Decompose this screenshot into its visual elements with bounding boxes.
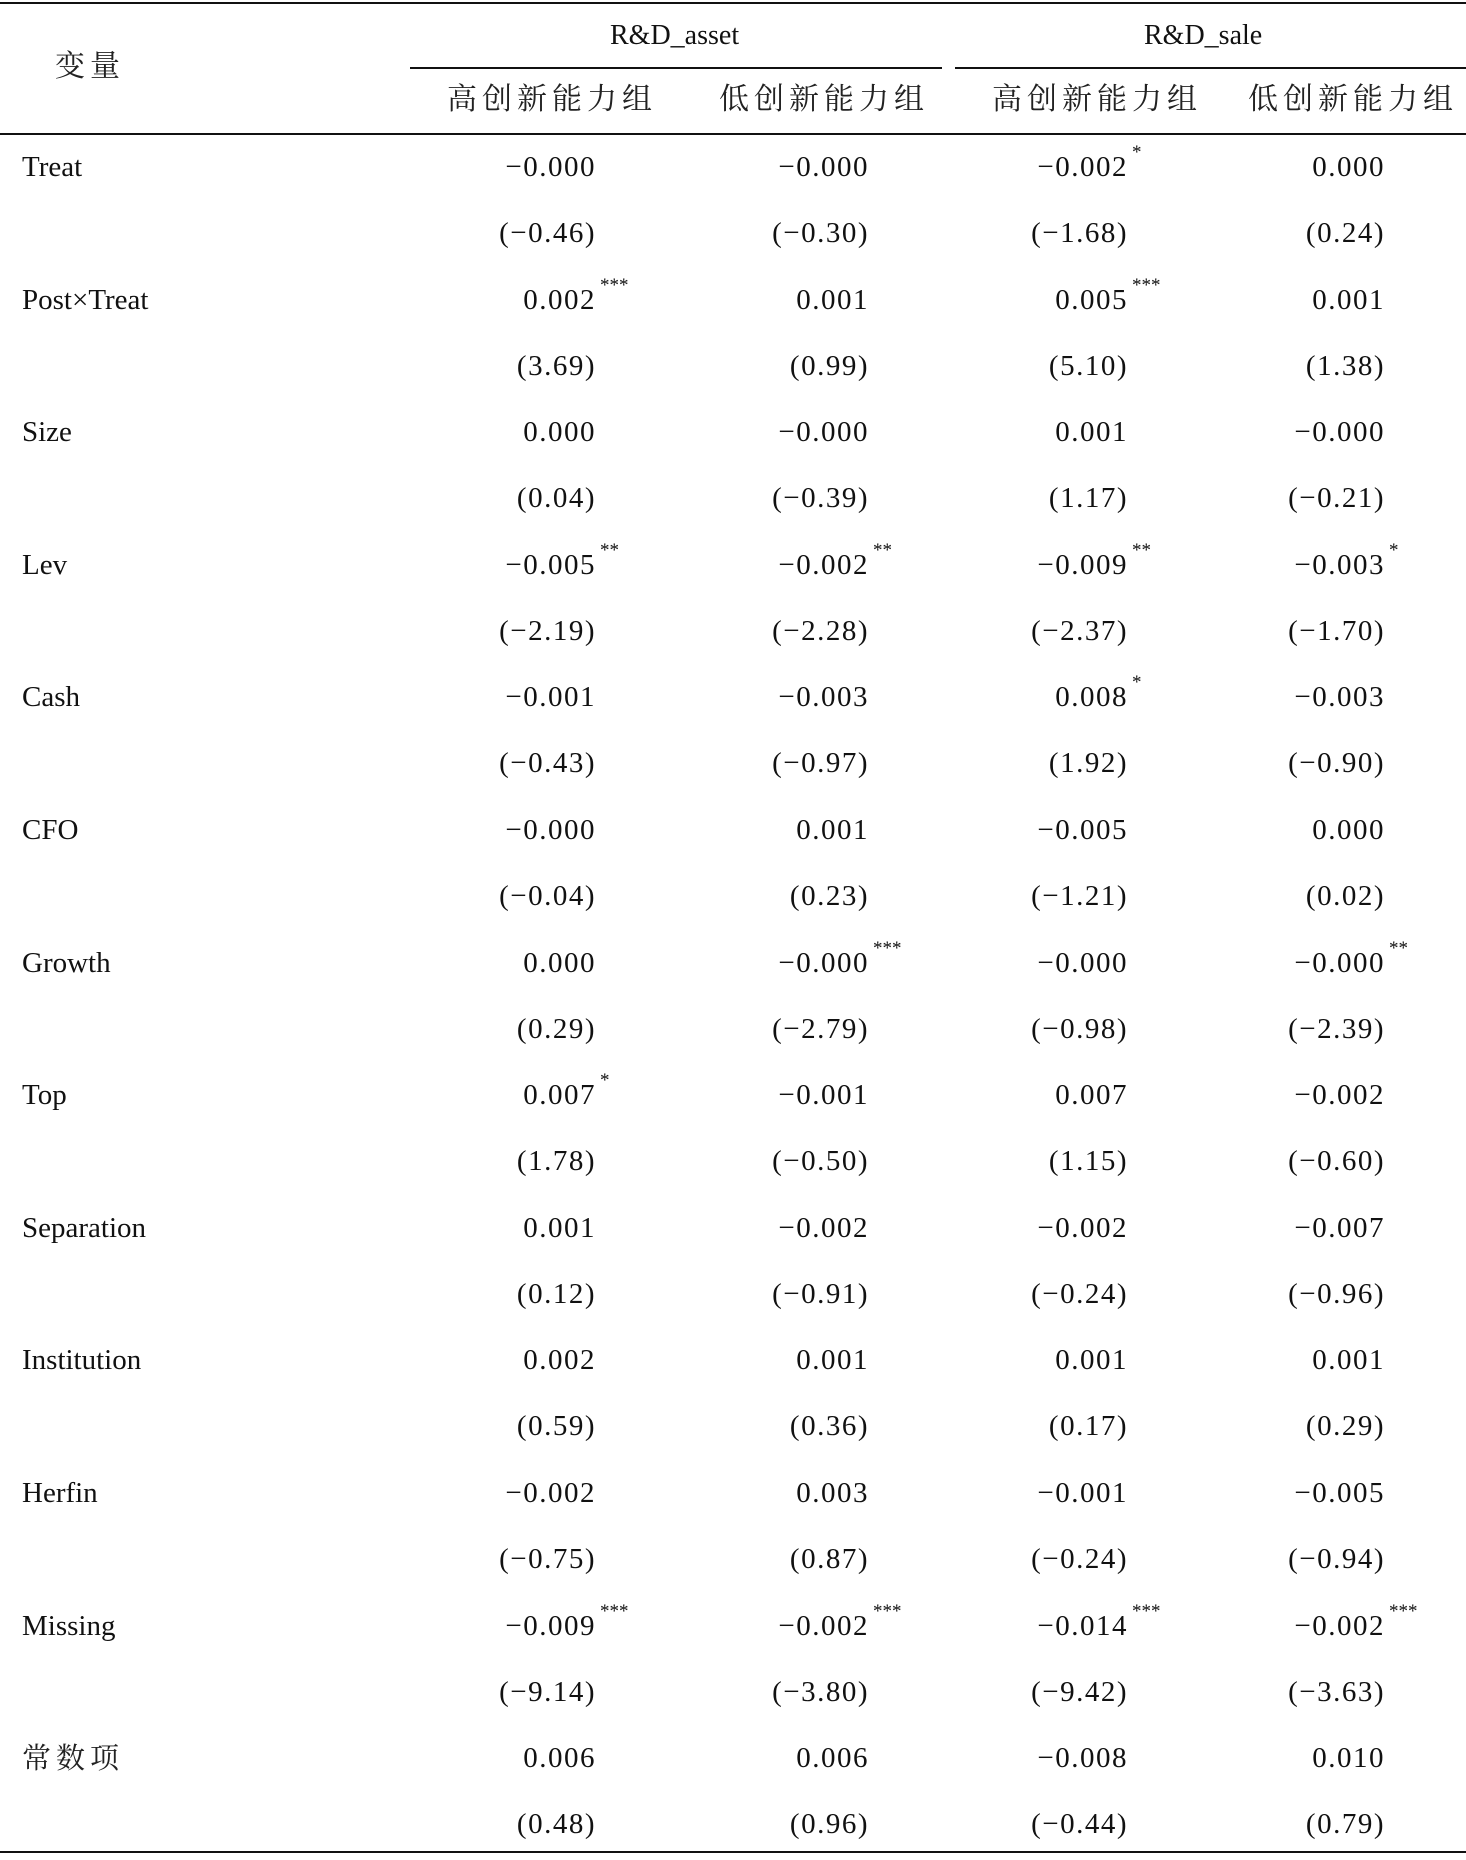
coefficient-value: −0.002 ***: [778, 1600, 902, 1642]
coefficient-value: 0.001: [523, 1211, 596, 1244]
variable-name: 常数项: [22, 1741, 125, 1776]
t-statistic: (−0.97): [772, 747, 869, 780]
group-rule-rd-sale: [955, 67, 1466, 69]
coefficient-cell: [406, 539, 619, 581]
coefficient-value: −0.002: [778, 1211, 869, 1244]
t-statistic: (−0.46): [499, 217, 596, 249]
t-statistic: (−2.19): [499, 614, 596, 647]
t-statistic: (−9.14): [499, 1675, 596, 1708]
coefficient-cell: [1195, 816, 1385, 845]
coefficient-cell: [679, 1081, 869, 1110]
coefficient-value: 0.006: [523, 1742, 596, 1775]
t-statistic: (−9.42): [1031, 1675, 1128, 1708]
t-statistic: (−0.04): [499, 880, 596, 912]
coefficient-value: −0.002 ***: [1294, 1600, 1418, 1642]
coefficient-value: −0.003: [778, 681, 869, 714]
t-statistic: (0.29): [1305, 1410, 1385, 1443]
coefficient-value: −0.000: [778, 151, 869, 183]
coefficient-cell: [406, 274, 629, 316]
bottom-rule: [0, 1851, 1466, 1853]
variable-name: Top: [22, 1079, 67, 1112]
group-header-rd-asset: R&D_asset: [610, 20, 740, 51]
coefficient-value: −0.000 ***: [778, 937, 902, 979]
coefficient-value: −0.003: [1294, 681, 1385, 714]
t-statistic: (0.02): [1305, 880, 1385, 912]
coefficient-cell: [1195, 539, 1399, 581]
significance-stars: ***: [600, 274, 629, 296]
coefficient-value: 0.001: [796, 814, 869, 846]
coefficient-cell: [938, 1081, 1128, 1110]
significance-stars: *: [600, 1070, 610, 1092]
t-statistic: (−1.21): [1031, 880, 1128, 912]
coefficient-value: −0.002: [1037, 1211, 1128, 1244]
t-statistic: (1.78): [516, 1145, 596, 1178]
coefficient-value: 0.003: [796, 1477, 869, 1509]
t-statistic: (−0.96): [1288, 1277, 1385, 1310]
t-statistic: (−0.21): [1288, 482, 1385, 515]
t-statistic: (0.12): [516, 1277, 596, 1310]
coefficient-value: 0.000: [523, 416, 596, 449]
coefficient-cell: [1195, 1600, 1418, 1642]
coefficient-value: 0.000: [1312, 151, 1385, 183]
coefficient-value: −0.001: [1037, 1477, 1128, 1509]
coefficient-value: 0.001: [796, 283, 869, 316]
coefficient-value: 0.001: [1312, 1344, 1385, 1377]
coefficient-value: −0.005: [1294, 1477, 1385, 1509]
coefficient-value: −0.008: [1037, 1742, 1128, 1775]
t-statistic: (3.69): [516, 349, 596, 382]
subgroup-header: 低创新能力组: [719, 82, 929, 117]
significance-stars: **: [1389, 937, 1408, 959]
top-rule: [0, 2, 1466, 4]
t-statistic: (−0.60): [1288, 1145, 1385, 1178]
coefficient-cell: [679, 153, 869, 182]
t-statistic: (−3.63): [1288, 1675, 1385, 1708]
variable-name: Institution: [22, 1344, 142, 1377]
coefficient-cell: [679, 283, 869, 316]
t-statistic: (0.87): [789, 1543, 869, 1575]
coefficient-value: −0.000: [1294, 416, 1385, 449]
group-rule-rd-asset: [410, 67, 942, 69]
t-statistic: (0.04): [516, 482, 596, 515]
t-statistic: (−2.79): [772, 1012, 869, 1045]
coefficient-value: −0.000: [1037, 946, 1128, 979]
t-statistic: (−2.37): [1031, 614, 1128, 647]
coefficient-cell: [679, 1479, 869, 1508]
coefficient-cell: [938, 672, 1142, 714]
t-statistic: (−0.90): [1288, 747, 1385, 780]
coefficient-cell: [406, 1070, 610, 1112]
variable-name: Treat: [22, 151, 83, 183]
coefficient-value: −0.002: [505, 1477, 596, 1509]
t-statistic: (−1.70): [1288, 614, 1385, 647]
variable-name: CFO: [22, 814, 79, 846]
coefficient-value: −0.003 *: [1294, 539, 1399, 581]
t-statistic: (1.92): [1048, 747, 1128, 780]
t-statistic: (0.36): [789, 1410, 869, 1443]
coefficient-cell: [1195, 683, 1385, 712]
coefficient-value: −0.001: [778, 1079, 869, 1112]
variable-name: Missing: [22, 1609, 116, 1642]
significance-stars: *: [1132, 142, 1142, 163]
coefficient-cell: [1195, 1744, 1385, 1773]
coefficient-value: −0.000: [505, 814, 596, 846]
coefficient-value: −0.001: [505, 681, 596, 714]
significance-stars: ***: [1132, 274, 1161, 296]
coefficient-value: 0.006: [796, 1742, 869, 1775]
variable-name: Lev: [22, 548, 68, 581]
t-statistic: (0.24): [1305, 217, 1385, 249]
coefficient-cell: [938, 1346, 1128, 1375]
coefficient-cell: [938, 274, 1161, 316]
t-statistic: (−2.28): [772, 614, 869, 647]
coefficient-cell: [406, 418, 596, 447]
significance-stars: **: [873, 539, 892, 561]
coefficient-cell: [938, 142, 1142, 183]
significance-stars: ***: [1389, 1600, 1418, 1622]
t-statistic: (0.79): [1305, 1808, 1385, 1841]
subgroup-header: 高创新能力组: [992, 82, 1202, 117]
header-rule: [0, 133, 1466, 135]
coefficient-value: 0.000: [523, 946, 596, 979]
t-statistic: (−0.24): [1031, 1543, 1128, 1575]
t-statistic: (0.48): [516, 1808, 596, 1841]
coefficient-value: 0.002 ***: [523, 274, 629, 316]
coefficient-cell: [1195, 1346, 1385, 1375]
significance-stars: ***: [873, 1600, 902, 1622]
coefficient-value: −0.009 **: [1037, 539, 1151, 581]
variable-name: Herfin: [22, 1477, 98, 1509]
t-statistic: (5.10): [1048, 349, 1128, 382]
coefficient-cell: [679, 937, 902, 979]
coefficient-cell: [679, 539, 892, 581]
coefficient-value: −0.002 **: [778, 539, 892, 581]
t-statistic: (−0.50): [772, 1145, 869, 1178]
coefficient-cell: [406, 1744, 596, 1773]
t-statistic: (−0.39): [772, 482, 869, 515]
t-statistic: (1.17): [1048, 482, 1128, 515]
significance-stars: **: [600, 539, 619, 561]
significance-stars: *: [1132, 672, 1142, 694]
variable-name: Growth: [22, 946, 111, 979]
significance-stars: **: [1132, 539, 1151, 561]
t-statistic: (1.38): [1305, 349, 1385, 382]
coefficient-cell: [1195, 153, 1385, 182]
significance-stars: ***: [600, 1600, 629, 1622]
coefficient-cell: [1195, 283, 1385, 316]
coefficient-cell: [406, 946, 596, 979]
coefficient-value: −0.014 ***: [1037, 1600, 1161, 1642]
t-statistic: (0.17): [1048, 1410, 1128, 1443]
variable-name: Size: [22, 416, 72, 449]
coefficient-value: 0.007 *: [523, 1070, 610, 1112]
coefficient-value: 0.008 *: [1055, 672, 1142, 714]
t-statistic: (1.15): [1048, 1145, 1128, 1178]
coefficient-cell: [679, 418, 869, 447]
coefficient-cell: [938, 1744, 1128, 1773]
variable-name: Cash: [22, 681, 80, 714]
coefficient-value: −0.007: [1294, 1211, 1385, 1244]
subgroup-header: 低创新能力组: [1248, 82, 1458, 117]
coefficient-cell: [938, 946, 1128, 979]
coefficient-value: −0.000: [505, 151, 596, 183]
coefficient-cell: [938, 816, 1128, 845]
coefficient-cell: [406, 1211, 596, 1244]
coefficient-value: −0.009 ***: [505, 1600, 629, 1642]
t-statistic: (−0.44): [1031, 1808, 1128, 1841]
t-statistic: (−0.94): [1288, 1543, 1385, 1575]
coefficient-value: 0.001: [1055, 416, 1128, 449]
t-statistic: (−0.30): [772, 217, 869, 249]
coefficient-value: 0.000: [1312, 814, 1385, 846]
coefficient-value: −0.005 **: [505, 539, 619, 581]
coefficient-cell: [406, 1479, 596, 1508]
significance-stars: *: [1389, 539, 1399, 561]
variable-name: Separation: [22, 1211, 147, 1244]
coefficient-cell: [679, 683, 869, 712]
coefficient-value: 0.001: [796, 1344, 869, 1377]
t-statistic: (−0.98): [1031, 1012, 1128, 1045]
t-statistic: (0.99): [789, 349, 869, 382]
coefficient-cell: [679, 816, 869, 845]
coefficient-cell: [406, 816, 596, 845]
coefficient-value: −0.002 *: [1037, 142, 1142, 183]
coefficient-cell: [406, 683, 596, 712]
t-statistic: (−0.24): [1031, 1277, 1128, 1310]
t-statistic: (0.96): [789, 1808, 869, 1841]
coefficient-cell: [1195, 1211, 1385, 1244]
variable-header: 变量: [55, 49, 125, 84]
coefficient-cell: [938, 1211, 1128, 1244]
coefficient-value: 0.002: [523, 1344, 596, 1377]
significance-stars: ***: [873, 937, 902, 959]
t-statistic: (−2.39): [1288, 1012, 1385, 1045]
t-statistic: (−3.80): [772, 1675, 869, 1708]
significance-stars: ***: [1132, 1600, 1161, 1622]
coefficient-cell: [679, 1346, 869, 1375]
subgroup-header: 高创新能力组: [447, 82, 657, 117]
coefficient-value: −0.000 **: [1294, 937, 1408, 979]
coefficient-value: 0.010: [1312, 1742, 1385, 1775]
t-statistic: (0.23): [789, 880, 869, 912]
t-statistic: (0.29): [516, 1012, 596, 1045]
coefficient-cell: [938, 539, 1151, 581]
coefficient-cell: [938, 1600, 1161, 1642]
coefficient-cell: [679, 1600, 902, 1642]
coefficient-cell: [679, 1744, 869, 1773]
coefficient-cell: [1195, 418, 1385, 447]
coefficient-value: −0.000: [778, 416, 869, 449]
t-statistic: (−1.68): [1031, 217, 1128, 249]
t-statistic: (0.59): [516, 1410, 596, 1443]
coefficient-cell: [406, 153, 596, 182]
variable-name: Post×Treat: [22, 283, 149, 316]
coefficient-cell: [406, 1346, 596, 1375]
t-statistic: (−0.75): [499, 1543, 596, 1575]
coefficient-value: −0.005: [1037, 814, 1128, 846]
t-statistic: (−0.43): [499, 747, 596, 780]
coefficient-value: −0.002: [1294, 1079, 1385, 1112]
coefficient-value: 0.001: [1055, 1344, 1128, 1377]
coefficient-cell: [679, 1211, 869, 1244]
t-statistic: (−0.91): [772, 1277, 869, 1310]
coefficient-cell: [406, 1600, 629, 1642]
coefficient-value: 0.001: [1312, 283, 1385, 316]
coefficient-value: 0.005 ***: [1055, 274, 1161, 316]
coefficient-cell: [1195, 937, 1408, 979]
coefficient-cell: [938, 1479, 1128, 1508]
coefficient-cell: [938, 418, 1128, 447]
coefficient-cell: [1195, 1479, 1385, 1508]
coefficient-cell: [1195, 1081, 1385, 1110]
coefficient-value: 0.007: [1055, 1079, 1128, 1112]
group-header-rd-sale: R&D_sale: [1144, 20, 1263, 51]
